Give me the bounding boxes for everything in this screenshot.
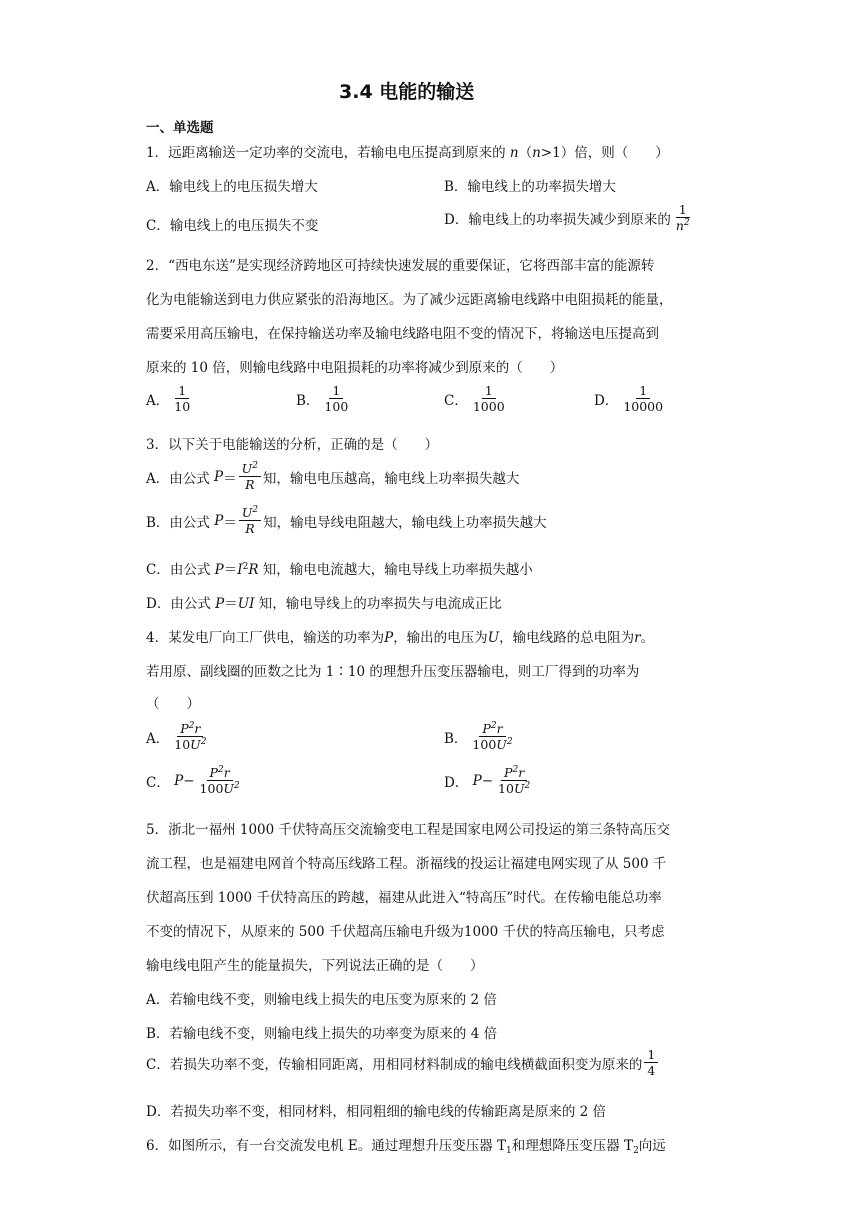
q2-line-2: 化为电能输送到电力供应紧张的沿海地区。为了减少远距离输电线路中电阻损耗的能量， xyxy=(146,292,673,308)
q5-line-2: 流工程，也是福建电网首个特高压线路工程。浙福线的投运让福建电网实现了从 500 千 xyxy=(146,856,667,872)
q3-option-c: C．由公式 $P=I^2R$ 知，输电电流越大，输电导线上功率损失越小 xyxy=(146,562,533,578)
q4-line-3: （ ） xyxy=(146,696,200,712)
q3-option-a: A．由公式 P ＝ $\frac{U^2}{R}$ 知，输电电压越高，输电线上功率损失越大 xyxy=(146,461,520,493)
section-heading: 一、单选题 xyxy=(146,120,214,136)
q1-option-b: B．输电线上的功率损失增大 xyxy=(444,179,616,195)
q2-line-1: 2．“西电东送”是实现经济跨地区可持续快速发展的重要保证，它将西部丰富的能源转 xyxy=(146,258,655,274)
q4-line-1: 4．某发电厂向工厂供电，输送的功率为P，输出的电压为U，输电线路的总电阻为r。 xyxy=(146,630,655,646)
q5-option-a: A．若输电线不变，则输电线上损失的电压变为原来的 2 倍 xyxy=(146,992,497,1008)
q5-line-5: 输电线电阻产生的能量损失，下列说法正确的是（ ） xyxy=(146,958,484,974)
q5-line-3: 伏超高压到 1000 千伏特高压的跨越，福建从此进入“特高压”时代。在传输电能总功率 xyxy=(146,890,662,906)
q1-option-a: A．输电线上的电压损失增大 xyxy=(146,179,318,195)
q2-option-c: C． $\frac{1}{1000}$ xyxy=(444,383,505,415)
q5-line-1: 5．浙北一福州 1000 千伏特高压交流输变电工程是国家电网公司投运的第三条特高压交 xyxy=(146,822,671,838)
q2-option-a: A． $\frac{1}{10}$ xyxy=(146,383,191,415)
q5-option-b: B．若输电线不变，则输电线上损失的功率变为原来的 4 倍 xyxy=(146,1026,498,1042)
q6-line-1: 6．如图所示，有一台交流发电机 E。通过理想升压变压器 $T_1$和理想降压变压器 $T_2$向远 xyxy=(146,1138,666,1156)
q3-option-b: B．由公式 P ＝ $\frac{U^2}{R}$ 知，输电导线电阻越大，输电线上功率损失越大 xyxy=(146,505,547,537)
q1-option-c: C．输电线上的电压损失不变 xyxy=(146,218,319,234)
page-title: 3.4 电能的输送 xyxy=(339,81,475,103)
q4-option-d: D． P − $\frac{P^2r}{10U^2}$ xyxy=(444,765,531,797)
q2-line-3: 需要采用高压输电，在保持输送功率及输电线路电阻不变的情况下，将输送电压提高到 xyxy=(146,326,659,342)
q4-option-b: B． $\frac{P^2r}{100U^2}$ xyxy=(444,721,513,753)
q3-option-d: D．由公式 P＝UI 知，输电导线上的功率损失与电流成正比 xyxy=(146,596,502,612)
question-1-stem: 1．远距离输送一定功率的交流电，若输电电压提高到原来的 n（n>1）倍，则（ ） xyxy=(146,145,669,161)
q4-line-2: 若用原、副线圈的匝数之比为 1∶10 的理想升压变压器输电，则工厂得到的功率为 xyxy=(146,664,640,680)
q2-line-4: 原来的 10 倍，则输电线路中电阻损耗的功率将减少到原来的（ ） xyxy=(146,360,564,376)
q1-option-d: D．输电线上的功率损失减少到原来的 $\frac{1}{n^2}$ xyxy=(444,202,690,234)
q5-line-4: 不变的情况下，从原来的 500 千伏超高压输电升级为1000 千伏的特高压输电，只考虑 xyxy=(146,924,665,940)
q3-stem: 3．以下关于电能输送的分析，正确的是（ ） xyxy=(146,437,439,453)
q5-option-d: D．若损失功率不变，相同材料，相同粗细的输电线的传输距离是原来的 2 倍 xyxy=(146,1104,606,1120)
q2-option-b: B． $\frac{1}{100}$ xyxy=(296,383,349,415)
q5-option-c: C．若损失功率不变，传输相同距离，用相同材料制成的输电线横截面积变为原来的 $\frac{1}{4}$ xyxy=(146,1048,660,1077)
q4-option-c: C． P − $\frac{P^2r}{100U^2}$ xyxy=(146,765,240,797)
q2-option-d: D． $\frac{1}{10000}$ xyxy=(594,383,664,415)
q4-option-a: A． $\frac{P^2r}{10U^2}$ xyxy=(146,721,207,753)
